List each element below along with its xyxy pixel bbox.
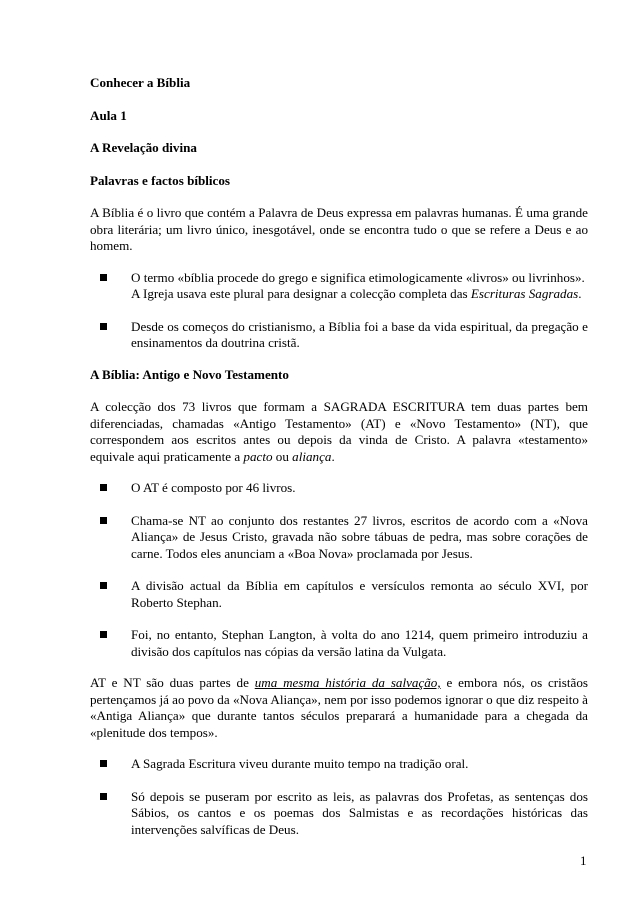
list-item-text: Chama-se NT ao conjunto dos restantes 27 livros, escritos de acordo com a «Nova Aliança» de Jesus Cristo, gravada não sobre tábuas de pedra, mas sobre corações de carne. Todos eles anunciam a «Boa Nova» proclamada por Jesus. (131, 512, 588, 561)
document-title: Conhecer a Bíblia (90, 75, 191, 90)
salvation-paragraph (90, 675, 588, 741)
list-item-text: A divisão actual da Bíblia em capítulos e versículos remonta ao século XVI, por Roberto Stephan. (131, 578, 588, 610)
page-number: 1 (580, 853, 587, 868)
list-item (90, 756, 588, 773)
paragraph-text: ou (272, 448, 293, 464)
intro-paragraph: A Bíblia é o livro que contém a Palavra de Deus expressa em palavras humanas. É uma grande obra literária; um livro único, inesgotável, onde se encontra tudo o que se refere a Deus e ao homem. (90, 205, 588, 253)
bullet-list-2 (90, 480, 588, 660)
list-item (90, 319, 588, 352)
list-item (90, 270, 588, 303)
bullet-list-1 (90, 270, 588, 352)
list-item-text: Foi, no entanto, Stephan Langton, à volta do ano 1214, quem primeiro introduziu a divisão dos capítulos nas cópias da versão latina da Vulgata. (131, 627, 588, 659)
emphasis-text: pacto (243, 448, 273, 464)
list-item-text: Só depois se puseram por escrito as leis, as palavras dos Profetas, as sentenças dos Sábios, os cantos e os poemas dos Salmistas e as recordações históricas das intervenções salvíficas de Deus. (131, 788, 588, 837)
emphasis-text: Escrituras Sagradas (470, 286, 579, 301)
bullet-icon (100, 631, 107, 638)
list-item-text: O AT é composto por 46 livros. (131, 480, 296, 495)
list-item (90, 480, 588, 497)
bullet-icon (100, 582, 107, 589)
lesson-heading: Aula 1 (90, 107, 127, 123)
list-item-text: O termo «bíblia procede do grego e significa etimologicamente «livros» ou livrinhos». (131, 269, 585, 285)
paragraph-text: e embora nós, os cristãos pertençamos já ao povo da «Nova Aliança», nem por isso podemos ignorar o que diz respeito à «Antiga Aliança» que durante tantos séculos preparará a humanidade para a chegada da «plenitude dos tempos». (90, 675, 588, 740)
paragraph-text: AT e NT são duas partes de (90, 675, 255, 690)
document-page (90, 75, 588, 838)
bullet-icon (100, 793, 107, 800)
bullet-icon (100, 484, 107, 491)
subsection-heading: Palavras e factos bíblicos (90, 172, 231, 188)
list-item-text: Desde os começos do cristianismo, a Bíblia foi a base da vida espiritual, da pregação e ensinamentos da doutrina cristã. (131, 318, 588, 350)
list-item (90, 627, 588, 660)
bullet-icon (100, 274, 107, 281)
bullet-icon (100, 760, 107, 767)
section-heading: A Revelação divina (90, 140, 197, 155)
list-item (90, 789, 588, 839)
bullet-list-3 (90, 756, 588, 838)
bullet-icon (100, 323, 107, 330)
emphasis-text: aliança (292, 448, 332, 464)
list-item-text: A Igreja usava este plural para designar a colecção completa das (131, 286, 471, 301)
section-heading-2: A Bíblia: Antigo e Novo Testamento (90, 366, 289, 382)
list-item-text: . (578, 286, 582, 301)
list-item (90, 578, 588, 611)
paragraph-text: . (331, 448, 335, 464)
bullet-icon (100, 517, 107, 524)
list-item (90, 513, 588, 563)
list-item-text: A Sagrada Escritura viveu durante muito tempo na tradição oral. (131, 756, 469, 771)
paragraph-text: A colecção dos 73 livros que formam a SAGRADA ESCRITURA tem duas partes bem diferenciadas, chamadas «Antigo Testamento» (AT) e «Novo Testamento» (NT), que correspondem aos escritos antes ou depois da vinda de Cristo. A palavra «testamento» equivale aqui praticamente a (90, 399, 588, 464)
testament-paragraph (90, 399, 588, 465)
emphasis-text: uma mesma história da salvação, (254, 675, 441, 690)
